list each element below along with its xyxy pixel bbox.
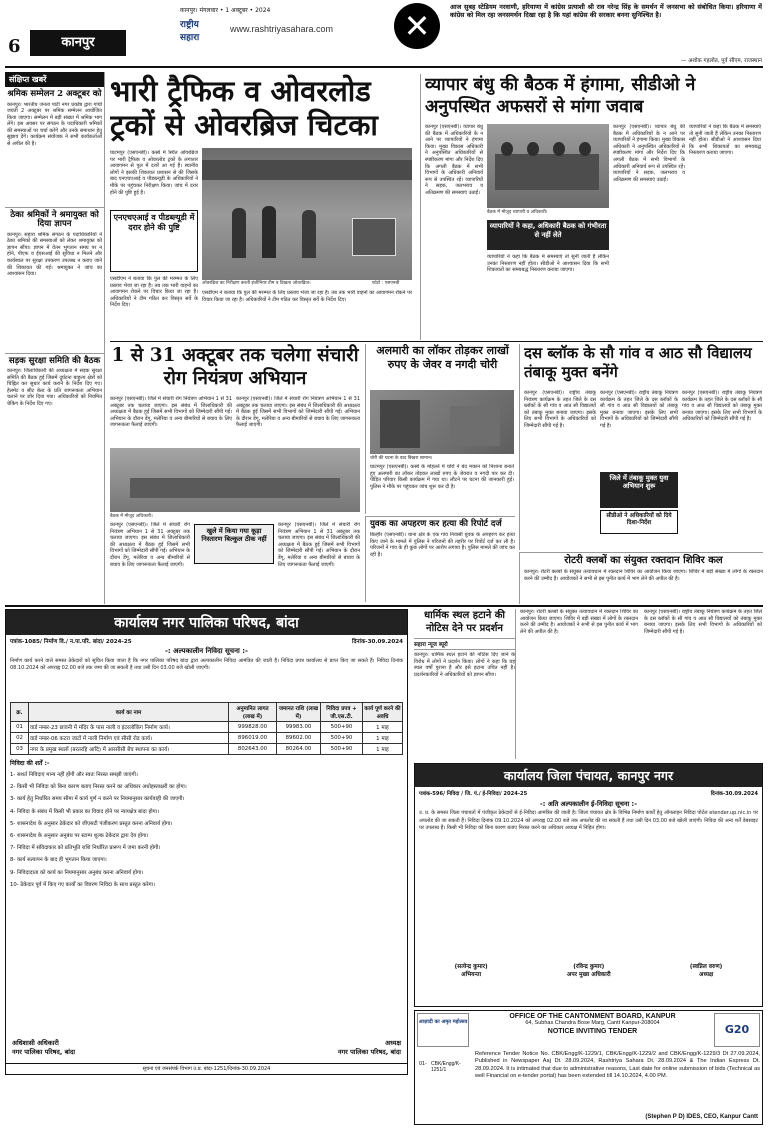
paper-logo bbox=[180, 17, 210, 43]
meeting-photo bbox=[487, 124, 609, 208]
story-body: घाटमपुर (एसएनबी)। कस्बे के मोहल्ले में चोरों ने बंद मकान को निशाना बनाते हुए अलमारी का लॉकर तोड़कर लाखों रुपए के जेवरात व नगदी पार कर दी। पीड़ित परिवार किसी कार्यक्रम में गया था। लौटने पर घटना की जानकारी हुई। पुलिस ने मौके पर पहुंचकर जांच शुरू कर दी है। bbox=[370, 464, 514, 490]
signature-name: (स्वप्निल वरुण) bbox=[689, 964, 723, 970]
terms-heading: निविदा की शर्तें :- bbox=[10, 760, 50, 767]
signature-block bbox=[455, 962, 488, 978]
brief-item bbox=[5, 207, 104, 353]
story-body: बिल्हौर (एसएनबी)। थाना क्षेत्र के एक गांव निवासी युवक के अपहरण कर हत्या किए जाने के मामले में पुलिस ने परिजनों की तहरीर पर रिपोर्ट दर्ज कर ली है। परिजनों ने गांव के ही कुछ लोगों पर आरोप लगाया है। पुलिस मामले की जांच कर रही है। bbox=[370, 532, 515, 558]
notice-signature: (Stephen P D) IDES, CEO, Kanpur Cantt bbox=[645, 1114, 758, 1120]
highlight-text: व्यापारियों ने कहा, अधिकारी बैठक को गंभीरता से नहीं लेते bbox=[489, 222, 607, 239]
highlight-text: खुले में किया गया कूड़ा निस्तारण बिल्कुल ठीक नहीं bbox=[201, 527, 267, 544]
story-trader bbox=[420, 74, 763, 340]
tender-table bbox=[10, 702, 403, 755]
signature-block bbox=[690, 962, 722, 978]
story-body: कानपुर (एसएनबी)। राष्ट्रीय तंबाकू नियंत्रण कार्यक्रम के तहत जिले के दस ब्लॉकों के सौ गांव व आठ सौ विद्यालयों को तंबाकू मुक्त बनाया जाएगा। इसके लिए सभी विभागों के अधिकारियों को जिम्मेदारी सौंपी गई है। bbox=[644, 609, 762, 635]
highlight-text: जिले में तंबाकू मुक्त युवा अभियान शुरू bbox=[609, 474, 669, 491]
signature-title: अध्यक्ष bbox=[385, 1039, 401, 1047]
table-cell: 802643.00 bbox=[229, 744, 277, 755]
table-header: कार्य पूर्ण करने की अवधि bbox=[363, 703, 403, 722]
brief-label: संक्षिप्त खबरें bbox=[5, 72, 104, 87]
term-item: 6- शासनादेश के अनुसार अनुबंध पर स्टाम्प शुल्क ठेकेदार द्वारा देय होगा। bbox=[10, 833, 149, 840]
office-name: OFFICE OF THE CANTONMENT BOARD, KANPUR bbox=[509, 1013, 676, 1020]
photo-caption: बैठक में मौजूद अधिकारी। bbox=[110, 514, 153, 519]
notice-body: Reference Tender Notice No. CBK/Engg/K-1229/1, CBK/Engg/K-1229/2 and CBK/Engg/K-1229/3 Dt 27.09.2024, Published in Newspaper Aaj Dt. 28.09.2024, Rashtriya Sahara Dt. 28.09.2024 & The Indian Express Dt. 28.09.2024. It is intimated that due to administrative reasons, Last date for online submission of bids (Technical as well Financial on e-tender portal) has been extended till 14.10.2024, 4.00 PM. bbox=[475, 1051, 760, 1080]
page-number: 6 bbox=[8, 36, 21, 57]
signature-title: अभियन्ता bbox=[461, 972, 482, 978]
table-cell: 80264.00 bbox=[277, 744, 321, 755]
story-body: एसडीएम ने बताया कि पुल की मरम्मत के लिए प्रस्ताव भेजा जा रहा है। तब तक भारी वाहनों का आवागमन रोकने पर विचार किया जा रहा है। अधिकारियों ने टीम गठित कर विस्तृत सर्वे के निर्देश दिए। bbox=[202, 290, 412, 303]
brief-item-body: कानपुर। भारतीय जनता पार्टी नगर प्रकोष्ठ द्वारा गांधी जयंती 2 अक्टूबर पर श्रमिक सम्मेलन आयोजित किया जाएगा। सम्मेलन में बड़ी संख्या में श्रमिक भाग लेंगे। इस अवसर पर संगठन के पदाधिकारी श्रमिकों की समस्याओं पर चर्चा करेंगे और उनके समाधान हेतु सुझाव देंगे। कार्यक्रम संयोजक ने सभी कार्यकर्ताओं से अपील की है। bbox=[7, 101, 102, 148]
story-rotary bbox=[519, 552, 763, 604]
tender-subtitle: -: अल्पकालीन निविदा सूचना :- bbox=[165, 647, 248, 655]
bridge-deck bbox=[202, 160, 412, 180]
photo-credit: फोटो : एसएनबी bbox=[372, 281, 400, 286]
tender-body: उ. प्र. के समस्त जिला पंचायतों में पंजीकृत ठेकेदारों से ई-निविदा आमंत्रित की जाती है। जिला पंचायत क्षेत्र के विभिन्न निर्माण कार्यों हेतु ऑनलाइन निविदा पोर्टल etender.up.nic.in पर अपलोड की जा सकती हैं। निविदा दिनांक 09.10.2024 को अपराह्न 02.00 बजे तक अपलोड की जा सकती हैं तथा उसी दिन 03.00 बजे खोली जाएंगी। निविदा की अन्य शर्तें वेबसाइट पर उपलब्ध हैं। किसी भी निविदा को बिना कारण बताए निरस्त करने का अधिकार अध्यक्ष में निहित होगा। bbox=[419, 810, 758, 832]
story-body: कानपुर (एसएनबी)। राष्ट्रीय तंबाकू नियंत्रण कार्यक्रम के तहत जिले के दस ब्लॉकों के सौ गांव व आठ सौ विद्यालयों को तंबाकू मुक्त बनाया जाएगा। इसके लिए सभी विभागों के अधिकारियों को जिम्मेदारी सौंपी गई है। bbox=[524, 390, 596, 429]
g20-logo-text: G20 bbox=[724, 1023, 750, 1036]
tender-subtitle: -: अति अल्पकालीन ई-निविदा सूचना :- bbox=[540, 800, 637, 808]
story-body: कानपुर। धार्मिक स्थल हटाने की नोटिस दिए जाने के विरोध में लोगों ने प्रदर्शन किया। लोगों ने कहा कि यह स्थल वर्षों पुराना है और इसे हटाना उचित नहीं है। प्रदर्शनकारियों ने अधिकारियों को ज्ञापन सौंपा। bbox=[414, 652, 515, 678]
theft-photo bbox=[370, 390, 514, 454]
table-cell: 03 bbox=[11, 744, 29, 755]
divider bbox=[5, 605, 763, 607]
term-item: 5- शासनादेश के अनुसार ठेकेदार को जीएसटी पंजीकरण प्रस्तुत करना अनिवार्य होगा। bbox=[10, 820, 173, 827]
term-item: 2- किसी भी निविदा को बिना कारण बताए निरस्त करने का अधिकार अधोहस्ताक्षरी का होगा। bbox=[10, 784, 187, 791]
brief-item-body: कानपुर। जिलाधिकारी की अध्यक्षता में सड़क सुरक्षा समिति की बैठक हुई जिसमें दुर्घटना बाहुल्य क्षेत्रों को चिह्नित कर सुधार कार्य कराने के निर्देश दिए गए। हेलमेट व सीट बेल्ट के प्रति जागरूकता अभियान चलाने पर जोर दिया गया। अधिकारियों को नियमित चेकिंग के निर्देश दिए गए। bbox=[7, 368, 102, 408]
table-cell: 500+90 bbox=[321, 733, 363, 744]
table-cell: नगर के प्रमुख स्थलों (बरतरहि आदि) में आरसीसी बेंच स्थापना का कार्य। bbox=[29, 744, 229, 755]
story-body: कानपुर (एसएनबी)। जिले में संचारी रोग नियंत्रण अभियान 1 से 31 अक्टूबर तक चलाया जाएगा। इस संबंध में जिलाधिकारी की अध्यक्षता में बैठक हुई जिसमें सभी विभागों को जिम्मेदारी सौंपी गई। अभियान के दौरान डेंगू, मलेरिया व अन्य बीमारियों से बचाव के लिए जागरूकता फैलाई जाएगी। bbox=[110, 396, 232, 429]
bridge-photo bbox=[202, 148, 412, 280]
table-cell: 02 bbox=[11, 733, 29, 744]
tender-nagar-palika bbox=[5, 609, 408, 1075]
story-headline: दस ब्लॉक के सौ गांव व आठ सौ विद्यालय तंबाकू मुक्त बनेंगे bbox=[524, 344, 752, 381]
story-body: कानपुर (एसएनबी)। व्यापार बंधु की बैठक में अधिकारियों के न आने पर व्यापारियों ने हंगामा किया। मुख्य विकास अधिकारी ने अनुपस्थित अधिकारियों से स्पष्टीकरण मांगा और निर्देश दिए कि अगली बैठक में सभी विभागों के अधिकारी अनिवार्य रूप से उपस्थित रहें। व्यापारियों ने सड़क, जलभराव व अतिक्रमण की समस्याएं उठाईं। bbox=[613, 124, 685, 183]
table-row bbox=[11, 733, 403, 744]
term-item: 8- कार्य सत्यापन के बाद ही भुगतान किया जाएगा। bbox=[10, 857, 107, 864]
term-item: 4- निविदा के संबंध में किसी भी प्रकार का विवाद होने पर न्यायक्षेत्र बांदा होगा। bbox=[10, 808, 159, 815]
highlight-text: सीडीओ ने अधिकारियों को दिये दिशा-निर्देश bbox=[606, 513, 672, 526]
tender-date: दिनांक-30.09.2024 bbox=[710, 791, 758, 797]
story-headline: भारी ट्रैफिक व ओवरलोड ट्रकों से ओवरब्रिज चिटका bbox=[110, 74, 378, 142]
term-item: 9- निविदादाता को कार्य का नियमानुसार अनुबंध करना अनिवार्य होगा। bbox=[10, 869, 144, 876]
table-cell: 500+90 bbox=[321, 722, 363, 733]
table-header: क्र. bbox=[11, 703, 29, 722]
story-headline: रोटरी क्लबों का संयुक्त रक्तदान शिविर कल bbox=[564, 555, 723, 566]
brief-item-headline: श्रमिक सम्मेलन 2 अक्टूबर को bbox=[7, 89, 102, 99]
story-highlight bbox=[487, 220, 609, 250]
story-traffic bbox=[110, 74, 415, 340]
story-headline: 1 से 31 अक्टूबर तक चलेगा संचारी रोग नियंत्रण अभियान bbox=[111, 345, 359, 389]
story-body: कानपुर (एसएनबी)। राष्ट्रीय तंबाकू नियंत्रण कार्यक्रम के तहत जिले के दस ब्लॉकों के सौ गांव व आठ सौ विद्यालयों को तंबाकू मुक्त बनाया जाएगा। इसके लिए सभी विभागों के अधिकारियों को जिम्मेदारी सौंपी गई है। bbox=[682, 390, 762, 423]
tender-intro: निर्माण कार्य करने वाले समस्त ठेकेदारों को सूचित किया जाता है कि नगर पालिका परिषद बांदा द्वारा अल्पकालीन निविदा आमंत्रित की जाती है। निविदा प्रपत्र कार्यालय से प्राप्त किए जा सकते हैं। निविदा दिनांक 08.10.2024 को अपराह्न 02.00 बजे तक जमा की जा सकती है तथा उसी दिन 03.00 बजे खोली जाएगी। bbox=[10, 658, 403, 671]
signature-name: (सत्येन्द्र कुमार) bbox=[454, 964, 488, 970]
signature-title: अध्यक्ष bbox=[699, 972, 714, 978]
story-headline: अलमारी का लॉकर तोड़कर लाखों रुपए के जेवर व नगदी चोरी bbox=[376, 344, 509, 371]
notice-ref: CBK/Engg/K-1251/1 bbox=[431, 1061, 461, 1073]
table-cell: 999828.00 bbox=[229, 722, 277, 733]
term-item: 7- निविदा में संविदाकार को प्रतिभूति राशि निर्धारित प्रारूप में जमा करनी होगी। bbox=[10, 845, 161, 852]
story-religious-block bbox=[414, 609, 516, 759]
promo-text: आज सुबह स्टेडियम नरवाणी, हरियाणा में कांग्रेस प्रत्याशी श्री राव नरेन्द्र सिंह के समर्थन में जनसभा को संबोधित किया। हरियाणा में कांग्रेस को मिल रहा जनसमर्थन दिखा रहा है कि यहां कांग्रेस की सरकार बनना सुनिश्चित है। bbox=[450, 3, 762, 20]
signature-name: (रविन्द्र कुमार) bbox=[573, 964, 605, 970]
story-body: घाटमपुर (एसएनबी)। कस्बे में स्थित ओवरब्रिज पर भारी ट्रैफिक व ओवरलोड ट्रकों के लगातार आवागमन से पुल में दरारें आ गई हैं। स्थानीय लोगों ने इसकी शिकायत प्रशासन से की जिसके बाद एनएचएआई व पीडब्ल्यूडी के अधिकारियों ने मौके पर पहुंचकर निरीक्षण किया। जांच में दरार होने की पुष्टि हुई है। bbox=[110, 150, 198, 196]
table-cell: 500+90 bbox=[321, 744, 363, 755]
story-tobacco bbox=[519, 344, 763, 550]
story-headline: युवक का अपहरण कर हत्या की रिपोर्ट दर्ज bbox=[370, 519, 502, 529]
signature-office: नगर पालिका परिषद, बांदा bbox=[12, 1048, 76, 1056]
table-cell: 1 माह bbox=[363, 744, 403, 755]
divider bbox=[110, 341, 763, 342]
story-body: व्यापारियों ने कहा कि बैठक में समस्याएं तो सुनी जाती हैं लेकिन उनका निस्तारण नहीं होता। सीडीओ ने आश्वासन दिया कि सभी शिकायतों का समयबद्ध निस्तारण कराया जाएगा। bbox=[689, 124, 761, 157]
table-cell: 896019.00 bbox=[229, 733, 277, 744]
signature-title: अधिशासी अधिकारी bbox=[12, 1039, 59, 1047]
dateline: कानपुर। मंगलवार • 1 अक्टूबर • 2024 bbox=[180, 7, 271, 14]
story-body: कानपुर। रोटरी क्लबों के संयुक्त तत्वावधान में रक्तदान शिविर का आयोजन किया जाएगा। शिविर में बड़ी संख्या में लोगों के रक्तदान करने की उम्मीद है। आयोजकों ने सभी से इस पुनीत कार्य में भाग लेने की अपील की है। bbox=[524, 569, 763, 582]
brief-item bbox=[5, 87, 104, 207]
tender-jila-panchayat bbox=[414, 763, 763, 1007]
azadi-logo bbox=[417, 1013, 469, 1047]
g20-logo bbox=[714, 1013, 760, 1047]
tender-title: कार्यालय नगर पालिका परिषद, बांदा bbox=[6, 610, 407, 635]
section-banner bbox=[30, 30, 126, 56]
story-body: कानपुर (एसएनबी)। राष्ट्रीय तंबाकू नियंत्रण कार्यक्रम के तहत जिले के दस ब्लॉकों के सौ गांव व आठ सौ विद्यालयों को तंबाकू मुक्त बनाया जाएगा। इसके लिए सभी विभागों के अधिकारियों को जिम्मेदारी सौंपी गई है। bbox=[600, 390, 678, 429]
table-header: जमानत राशि (लाख में) bbox=[277, 703, 321, 722]
signature-left bbox=[12, 1038, 75, 1056]
masthead bbox=[0, 0, 768, 72]
cantonment-notice bbox=[414, 1010, 763, 1125]
table-cell: 1 माह bbox=[363, 733, 403, 744]
azadi-logo-text: आज़ादी का अमृत महोत्सव bbox=[418, 1019, 468, 1025]
brief-item-headline: सड़क सुरक्षा समिति की बैठक bbox=[8, 355, 101, 366]
terms-list bbox=[6, 769, 407, 893]
meeting-photo bbox=[110, 448, 360, 512]
tender-footer: सूचना एवं जनसंपर्क विभाग उ.प्र. बांदा-1251/दिनांक-30.09.2024 bbox=[6, 1063, 407, 1074]
story-body: कानपुर (एसएनबी)। जिले में संचारी रोग नियंत्रण अभियान 1 से 31 अक्टूबर तक चलाया जाएगा। इस संबंध में जिलाधिकारी की अध्यक्षता में बैठक हुई जिसमें सभी विभागों को जिम्मेदारी सौंपी गई। अभियान के दौरान डेंगू, मलेरिया व अन्य बीमारियों से बचाव के लिए जागरूकता फैलाई जाएगी। bbox=[110, 522, 190, 568]
table-cell: 1 माह bbox=[363, 722, 403, 733]
signature-title: अपर मुख्य अधिकारी bbox=[566, 972, 611, 978]
story-byline: सहारा न्यूज ब्यूरो bbox=[414, 638, 515, 650]
story-body: कानपुर (एसएनबी)। जिले में संचारी रोग नियंत्रण अभियान 1 से 31 अक्टूबर तक चलाया जाएगा। इस संबंध में जिलाधिकारी की अध्यक्षता में बैठक हुई जिसमें सभी विभागों को जिम्मेदारी सौंपी गई। अभियान के दौरान डेंगू, मलेरिया व अन्य बीमारियों से बचाव के लिए जागरूकता फैलाई जाएगी। bbox=[236, 396, 360, 429]
table-cell: 89602.00 bbox=[277, 733, 321, 744]
table-cell: 01 bbox=[11, 722, 29, 733]
paper-name: राष्ट्रीय सहारा bbox=[180, 20, 200, 43]
signature-office: नगर पालिका परिषद, बांदा bbox=[337, 1048, 401, 1056]
story-disease bbox=[110, 344, 360, 600]
photo-caption: ओवरब्रिज का निरीक्षण करती इंजीनियर टीम व दिखता ओवरब्रिज। bbox=[202, 281, 311, 286]
term-item: 1- सशर्त निविदाएं मान्य नहीं होंगी और स्वतः निरस्त समझी जाएंगी। bbox=[10, 772, 138, 778]
story-body: कानपुर (एसएनबी)। व्यापार बंधु की बैठक में अधिकारियों के न आने पर व्यापारियों ने हंगामा किया। मुख्य विकास अधिकारी ने अनुपस्थित अधिकारियों से स्पष्टीकरण मांगा और निर्देश दिए कि अगली बैठक में सभी विभागों के अधिकारी अनिवार्य रूप से उपस्थित रहें। व्यापारियों ने सड़क, जलभराव व अतिक्रमण की समस्याएं उठाईं। bbox=[425, 124, 483, 196]
office-address: 64, Subhas Chandra Bose Marg, Cantt Kanpur-208004 bbox=[525, 1020, 660, 1026]
table-row bbox=[11, 722, 403, 733]
story-body: कानपुर (एसएनबी)। जिले में संचारी रोग नियंत्रण अभियान 1 से 31 अक्टूबर तक चलाया जाएगा। इस संबंध में जिलाधिकारी की अध्यक्षता में बैठक हुई जिसमें सभी विभागों को जिम्मेदारी सौंपी गई। अभियान के दौरान डेंगू, मलेरिया व अन्य बीमारियों से बचाव के लिए जागरूकता फैलाई जाएगी। bbox=[278, 522, 360, 568]
signature-right bbox=[338, 1038, 401, 1056]
x-logo-icon: ✕ bbox=[394, 3, 440, 49]
cantonment-header bbox=[471, 1013, 714, 1035]
website-url: www.rashtriyasahara.com bbox=[230, 24, 334, 34]
signature-block bbox=[567, 962, 611, 978]
photo-caption: बैठक में मौजूद व्यापारी व अधिकारी। bbox=[487, 210, 548, 215]
tender-ref: पत्रांक-1085/ निर्माण वि./ न.पा.परि. बांदा/ 2024-25 bbox=[10, 639, 132, 645]
tender-date: दिनांक-30.09.2024 bbox=[352, 639, 403, 645]
table-cell: वार्ड नम्बर-23 छावनी में मंदिर के पास नाली व इंटरलॉकिंग निर्माण कार्य। bbox=[29, 722, 229, 733]
story-body: व्यापारियों ने कहा कि बैठक में समस्याएं तो सुनी जाती हैं लेकिन उनका निस्तारण नहीं होता। सीडीओ ने आश्वासन दिया कि सभी शिकायतों का समयबद्ध निस्तारण कराया जाएगा। bbox=[487, 254, 609, 274]
story-body: कानपुर। रोटरी क्लबों के संयुक्त तत्वावधान में रक्तदान शिविर का आयोजन किया जाएगा। शिविर में बड़ी संख्या में लोगों के रक्तदान करने की उम्मीद है। आयोजकों ने सभी से इस पुनीत कार्य में भाग लेने की अपील की है। bbox=[520, 609, 638, 635]
tobacco-continued bbox=[520, 609, 763, 759]
tender-title: कार्यालय जिला पंचायत, कानपुर नगर bbox=[415, 764, 762, 787]
brief-item-body: कानपुर। सहारा श्रमिक संगठन के पदाधिकारियों ने ठेका श्रमिकों की समस्याओं को लेकर श्रमायुक्त को ज्ञापन सौंपा। ज्ञापन में वेतन भुगतान समय पर न होने, पीएफ व ईएसआई की सुविधा न मिलने और कार्यस्थल पर सुरक्षा उपकरण उपलब्ध न कराए जाने की शिकायत की गई। श्रमायुक्त ने जांच का आश्वासन दिया। bbox=[7, 231, 102, 278]
story-kidnap bbox=[365, 516, 515, 602]
promo-author: — अशोक गहलोत, पूर्व सीएम, राजस्थान bbox=[680, 58, 762, 64]
promo-box bbox=[394, 3, 764, 65]
table-row bbox=[11, 744, 403, 755]
story-headline: व्यापार बंधु की बैठक में हंगामा, सीडीओ ने अनुपस्थित अफसरों से मांगा जवाब bbox=[425, 75, 696, 117]
brief-item-headline: ठेका श्रमिकों ने श्रमायुक्त को दिया ज्ञापन bbox=[10, 209, 99, 230]
table-header: निविदा प्रपत्र + जी.एस.टी. bbox=[321, 703, 363, 722]
term-item: 3- कार्य हेतु निर्धारित समय सीमा में कार्य पूर्ण न करने पर नियमानुसार कार्यवाही की जाएगी। bbox=[10, 796, 185, 803]
story-highlight bbox=[600, 472, 678, 508]
table-header-row bbox=[11, 703, 403, 722]
tender-ref: पत्रांक-596/ निविदा / जि. पं./ ई-निविदा/ 2024-25 bbox=[419, 791, 528, 797]
story-highlight bbox=[194, 524, 274, 564]
notice-title: NOTICE INVITING TENDER bbox=[547, 1028, 638, 1035]
brief-column bbox=[5, 72, 105, 604]
notice-sl: 01- bbox=[419, 1061, 427, 1067]
masthead-rule bbox=[5, 66, 763, 68]
story-body: एसडीएम ने बताया कि पुल की मरम्मत के लिए प्रस्ताव भेजा जा रहा है। तब तक भारी वाहनों का आवागमन रोकने पर विचार किया जा रहा है। अधिकारियों ने टीम गठित कर विस्तृत सर्वे के निर्देश दिए। bbox=[110, 276, 198, 309]
story-headline: धार्मिक स्थल हटाने की नोटिस देने पर प्रदर्शन bbox=[423, 610, 506, 634]
term-item: 10- ठेकेदार पूर्व में किए गए कार्यों का विवरण निविदा के साथ प्रस्तुत करेगा। bbox=[10, 881, 155, 888]
section-label: कानपुर bbox=[61, 35, 95, 50]
story-highlight bbox=[600, 510, 678, 534]
story-highlight bbox=[110, 210, 198, 272]
table-cell: 99983.00 bbox=[277, 722, 321, 733]
brief-item bbox=[5, 353, 104, 544]
highlight-text: एनएचएआई व पीडब्ल्यूडी में दरार होने की पुष्टि bbox=[113, 213, 195, 232]
photo-caption: चोरी की घटना के बाद बिखरा सामान। bbox=[370, 456, 433, 461]
table-cell: वार्ड नम्बर-06 कटरा जाटों में नाली निर्माण एवं सीसी रोड कार्य। bbox=[29, 733, 229, 744]
table-header: कार्य का नाम bbox=[29, 703, 229, 722]
story-theft bbox=[365, 344, 515, 514]
table-header: अनुमानित लागत (लाख में) bbox=[229, 703, 277, 722]
